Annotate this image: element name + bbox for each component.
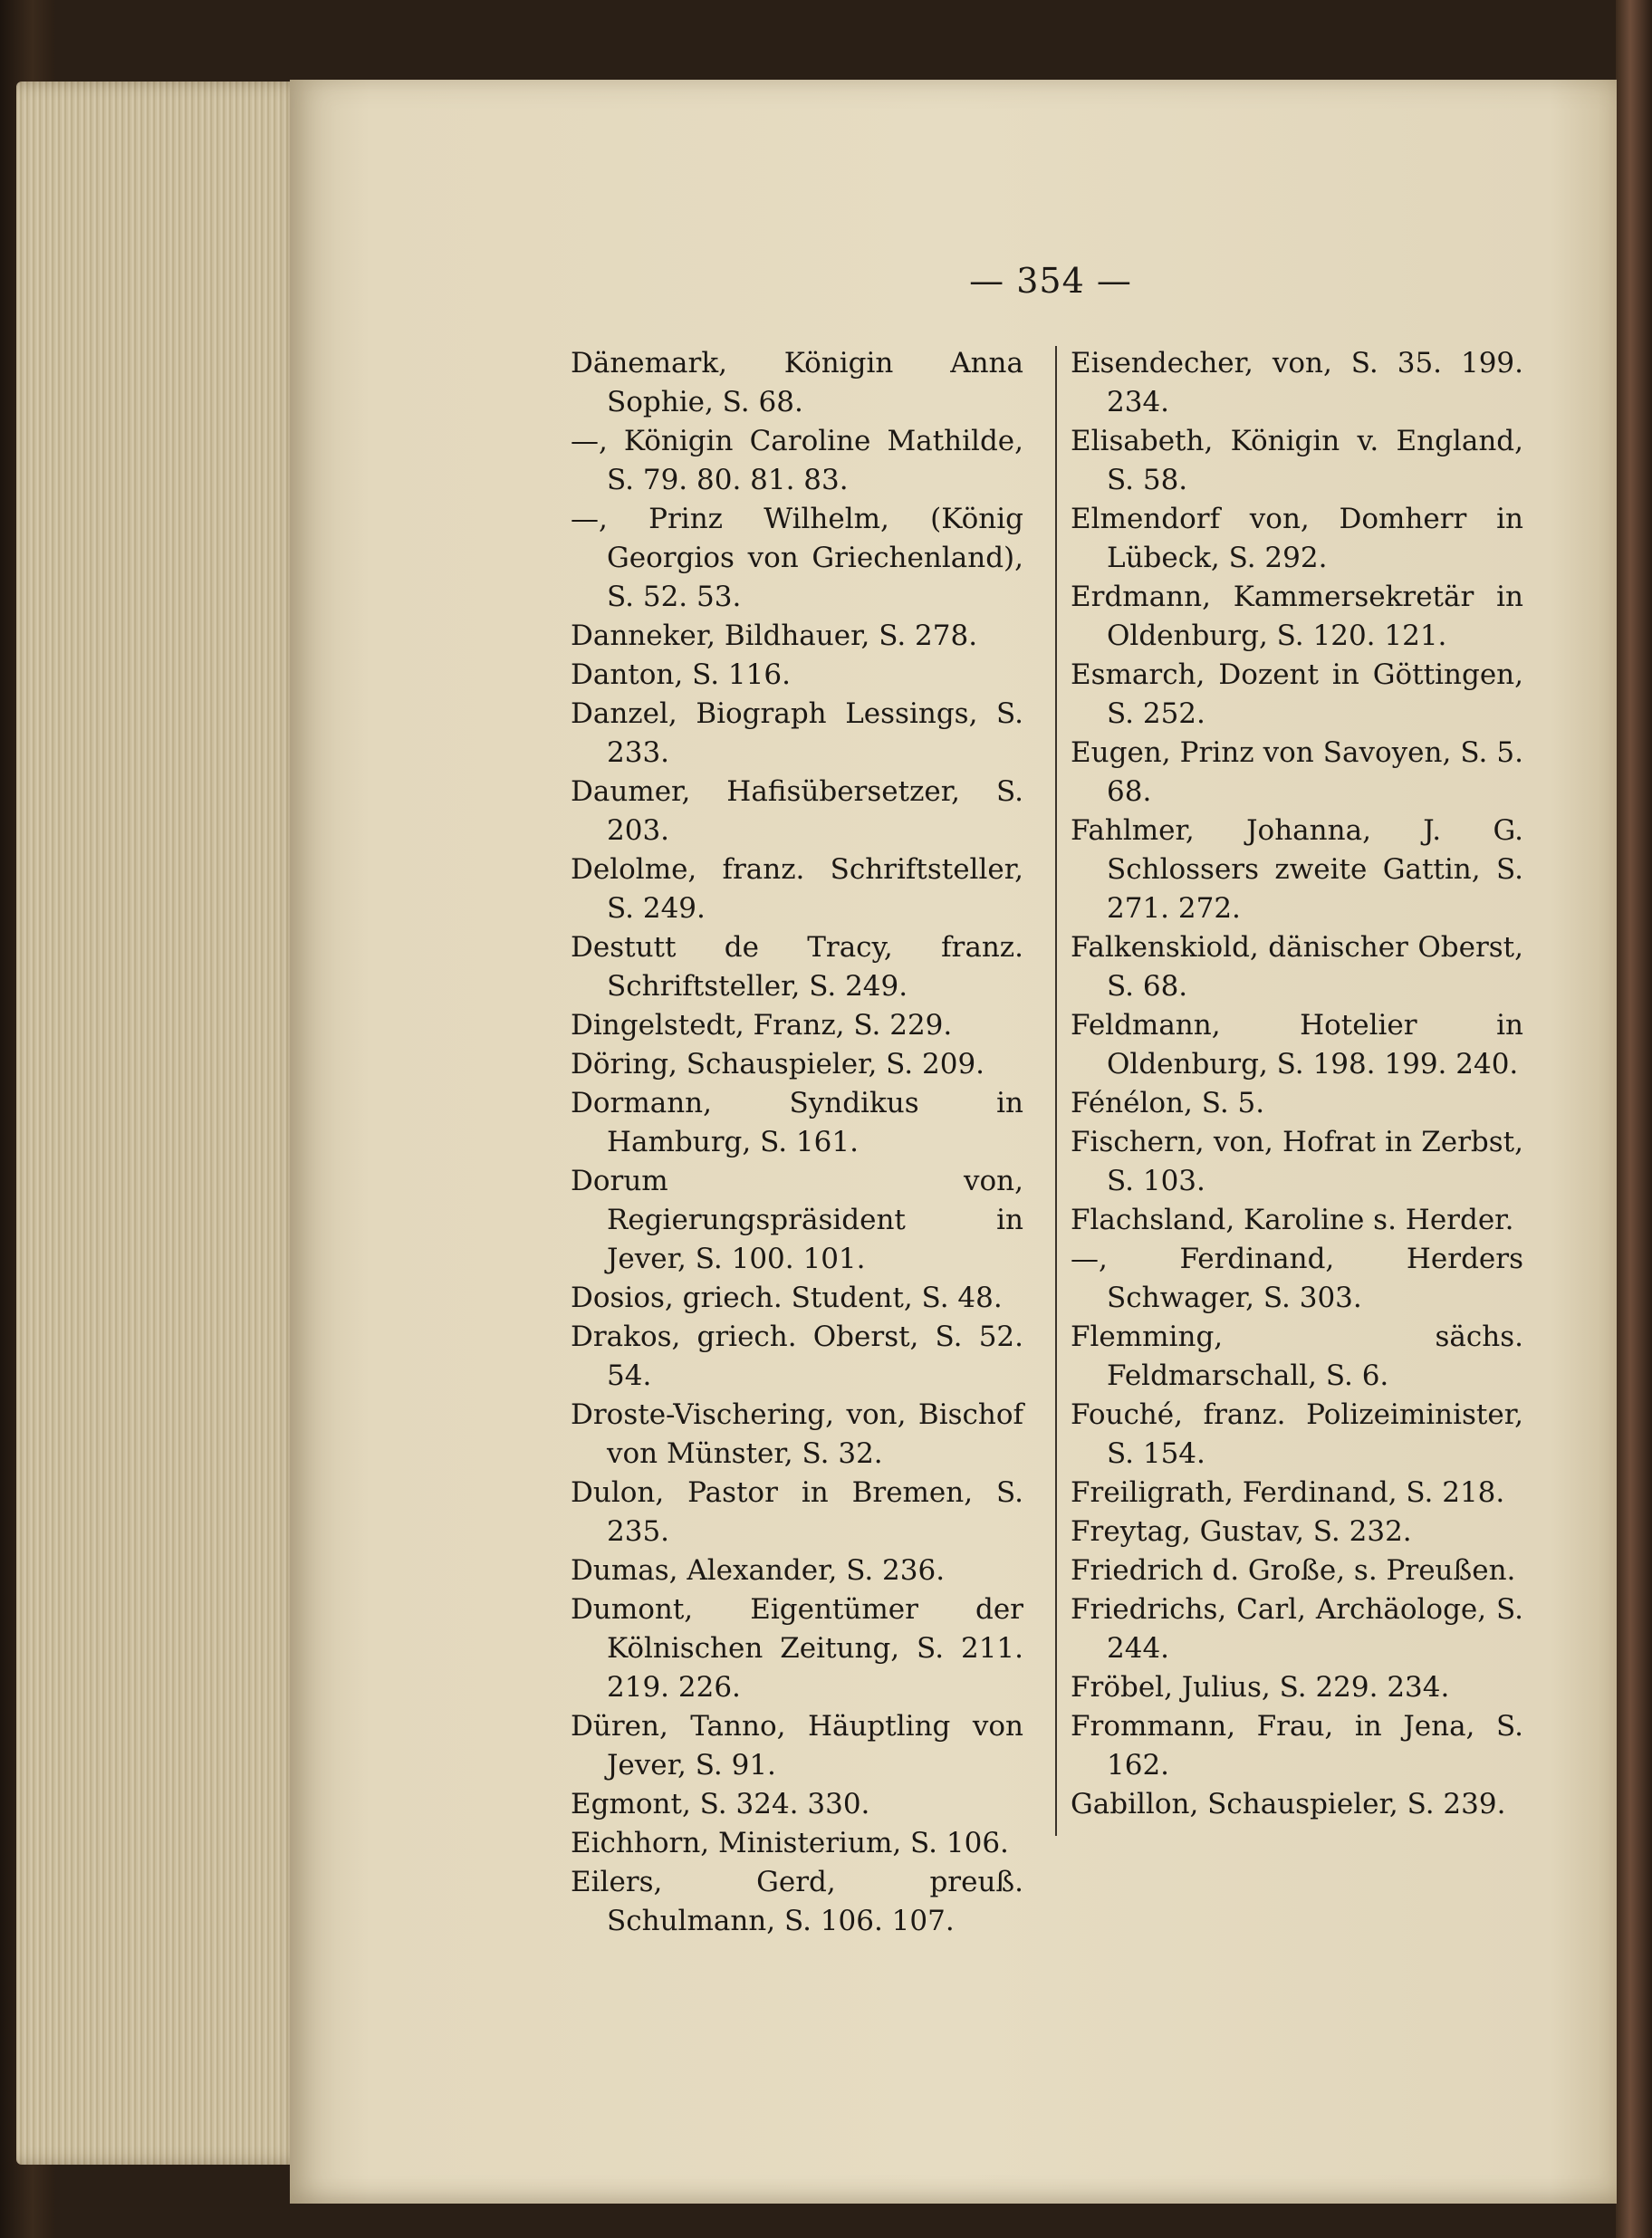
index-entry: Delolme, franz. Schriftsteller, S. 249. (571, 853, 1023, 925)
index-entry: Droste-Vischering, von, Bischof von Münster, S. 32. (571, 1398, 1023, 1470)
page-number: — 354 — (969, 261, 1132, 301)
index-entry: Flachsland, Karoline s. Herder. (1071, 1204, 1514, 1236)
index-column-right (1071, 344, 1523, 1824)
index-entry: Dumont, Eigentümer der Kölnischen Zeitung, S. 211. 219. 226. (571, 1593, 1023, 1704)
index-entry: Danzel, Biograph Lessings, S. 233. (571, 697, 1023, 769)
index-entry: Dumas, Alexander, S. 236. (571, 1554, 946, 1587)
index-entry: Dosios, griech. Student, S. 48. (571, 1282, 1003, 1314)
index-entry: Freiligrath, Ferdinand, S. 218. (1071, 1476, 1505, 1509)
index-entry: Eisendecher, von, S. 35. 199. 234. (1071, 347, 1523, 418)
index-column-left (571, 344, 1023, 1941)
index-entry: Eilers, Gerd, preuß. Schulmann, S. 106. 107. (571, 1866, 1023, 1937)
index-entry: Daumer, Hafisübersetzer, S. 203. (571, 775, 1023, 847)
index-entry: Elmendorf von, Domherr in Lübeck, S. 292. (1071, 503, 1523, 574)
index-entry: Dorum von, Regierungspräsident in Jever, S. 100. 101. (571, 1165, 1023, 1275)
index-entry: Fröbel, Julius, S. 229. 234. (1071, 1671, 1450, 1704)
index-entry: Elisabeth, Königin v. England, S. 58. (1071, 425, 1523, 496)
index-entry: Feldmann, Hotelier in Oldenburg, S. 198. 199. 240. (1071, 1009, 1523, 1081)
index-entry: Flemming, sächs. Feldmarschall, S. 6. (1071, 1321, 1523, 1392)
index-entry: —, Ferdinand, Herders Schwager, S. 303. (1071, 1243, 1523, 1314)
index-entry: —, Königin Caroline Mathilde, S. 79. 80. 81. 83. (571, 425, 1023, 496)
book-cover-right (1616, 0, 1652, 2238)
index-entry: Danton, S. 116. (571, 658, 791, 691)
index-entry: Freytag, Gustav, S. 232. (1071, 1515, 1412, 1548)
index-entry: Fischern, von, Hofrat in Zerbst, S. 103. (1071, 1126, 1523, 1197)
index-entry: Friedrichs, Carl, Archäologe, S. 244. (1071, 1593, 1523, 1665)
index-entry: Danneker, Bildhauer, S. 278. (571, 620, 978, 652)
index-entry: Friedrich d. Große, s. Preußen. (1071, 1554, 1516, 1587)
page-edges (16, 82, 306, 2165)
index-entry: Döring, Schauspieler, S. 209. (571, 1048, 985, 1081)
column-divider (1055, 346, 1057, 1836)
index-entry: —, Prinz Wilhelm, (König Georgios von Griechenland), S. 52. 53. (571, 503, 1023, 613)
index-entry: Dänemark, Königin Anna Sophie, S. 68. (571, 347, 1023, 418)
index-entry: Fahlmer, Johanna, J. G. Schlossers zweite Gattin, S. 271. 272. (1071, 814, 1523, 925)
index-entry: Eugen, Prinz von Savoyen, S. 5. 68. (1071, 736, 1523, 808)
index-entry: Erdmann, Kammersekretär in Oldenburg, S. 120. 121. (1071, 581, 1523, 652)
index-entry: Fouché, franz. Polizeiminister, S. 154. (1071, 1398, 1523, 1470)
index-entry: Falkenskiold, dänischer Oberst, S. 68. (1071, 931, 1523, 1003)
index-entry: Fénélon, S. 5. (1071, 1087, 1265, 1119)
index-entry: Eichhorn, Ministerium, S. 106. (571, 1827, 1009, 1859)
index-entry: Destutt de Tracy, franz. Schriftsteller, S. 249. (571, 931, 1023, 1003)
index-entry: Frommann, Frau, in Jena, S. 162. (1071, 1710, 1523, 1782)
index-entry: Dingelstedt, Franz, S. 229. (571, 1009, 953, 1042)
index-entry: Dulon, Pastor in Bremen, S. 235. (571, 1476, 1023, 1548)
index-entry: Esmarch, Dozent in Göttingen, S. 252. (1071, 658, 1523, 730)
index-entry: Egmont, S. 324. 330. (571, 1788, 870, 1820)
index-entry: Gabillon, Schauspieler, S. 239. (1071, 1788, 1506, 1820)
index-entry: Dormann, Syndikus in Hamburg, S. 161. (571, 1087, 1023, 1158)
index-entry: Düren, Tanno, Häuptling von Jever, S. 91. (571, 1710, 1023, 1782)
index-entry: Drakos, griech. Oberst, S. 52. 54. (571, 1321, 1023, 1392)
